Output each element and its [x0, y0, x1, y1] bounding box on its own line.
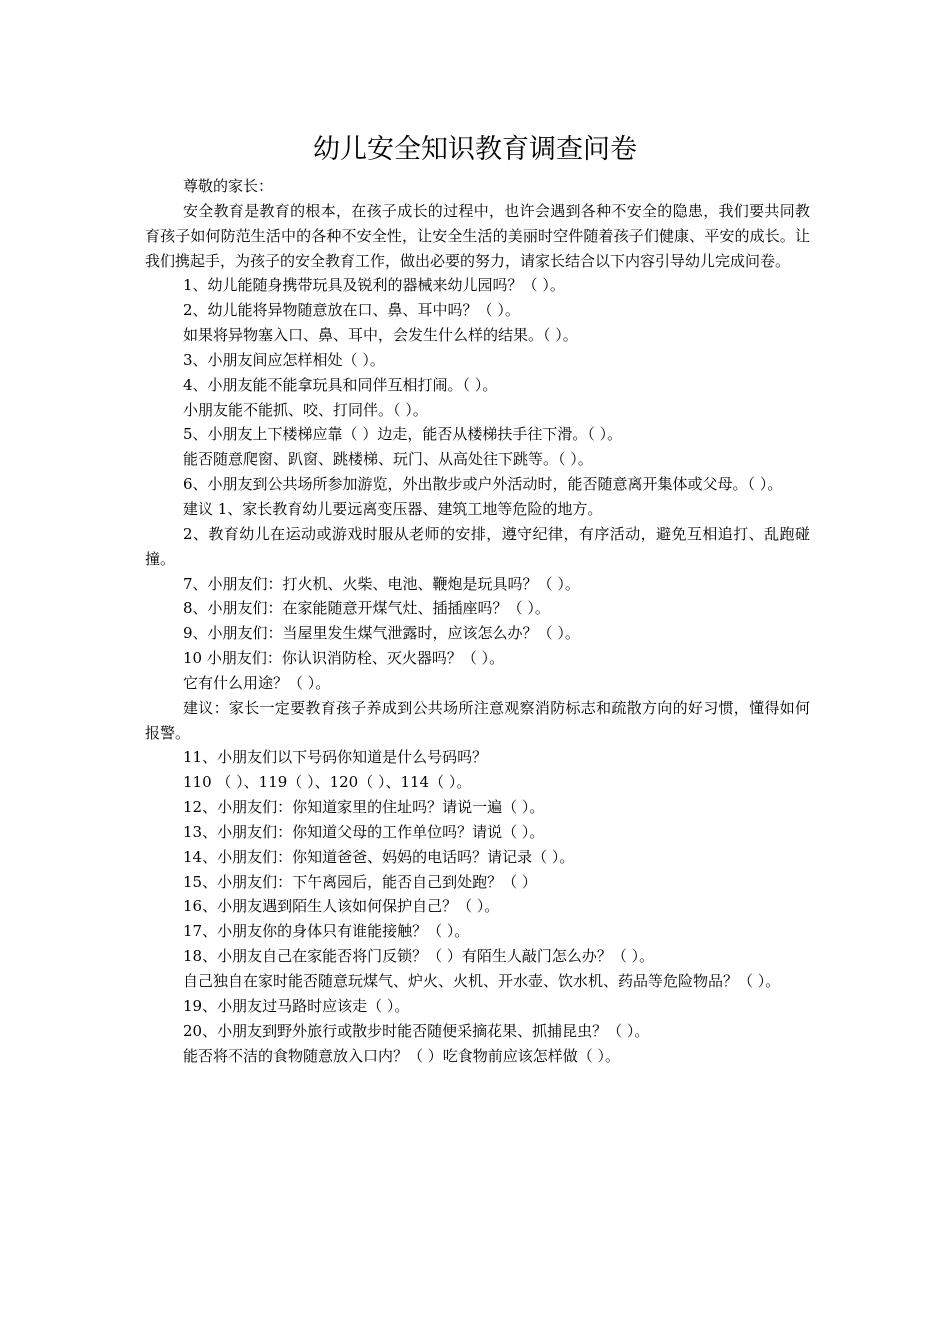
- question-line: 1、幼儿能随身携带玩具及锐利的器械来幼儿园吗？（ ）。: [183, 276, 565, 295]
- question-line: 3、小朋友间应怎样相处（ ）。: [183, 350, 385, 369]
- question-line: 8、小朋友们：在家能随意开煤气灶、插插座吗？（ ）。: [183, 599, 550, 618]
- question-line: 20、小朋友到野外旅行或散步时能否随便采摘花果、抓捕昆虫？（ ）。: [183, 1021, 650, 1040]
- question-line: 自己独自在家时能否随意玩煤气、炉火、火机、开水壶、饮水机、药品等危险物品？（ ）。: [183, 972, 781, 990]
- question-line: 能否将不洁的食物随意放入口内？（ ）吃食物前应该怎样做（ ）。: [183, 1046, 621, 1065]
- question-line: 12、小朋友们：你知道家里的住址吗？请说一遍（ ）。: [183, 798, 545, 817]
- question-line: 14、小朋友们：你知道爸爸、妈妈的电话吗？请记录（ ）。: [183, 847, 575, 866]
- question-line: 10 小朋友们：你认识消防栓、灭火器吗？（ ）。: [183, 649, 505, 668]
- question-line: 19、小朋友过马路时应该走（ ）。: [183, 996, 410, 1015]
- document-body: [145, 174, 810, 1068]
- question-line: 小朋友能不能抓、咬、打同伴。（ ）。: [183, 400, 428, 419]
- greeting: 尊敬的家长：: [183, 177, 274, 195]
- suggestion-2: 2、教育幼儿在运动或游戏时服从老师的安排，遵守纪律，有序活动，避免互相追打、乱跑碰撞。: [145, 524, 810, 568]
- intro-paragraph: 安全教育是教育的根本，在孩子成长的过程中，也许会遇到各种不安全的隐患，我们要共同教育孩子如何防范生活中的各种不安全性，让安全生活的美丽时空件随着孩子们健康、平安的成长。让我们携起手，为孩子的安全教育工作，做出必要的努力，请家长结合以下内容引导幼儿完成问卷。: [145, 201, 810, 270]
- question-line: 4、小朋友能不能拿玩具和同伴互相打闹。（ ）。: [183, 375, 498, 394]
- question-line: 2、幼儿能将异物随意放在口、鼻、耳中吗？（ ）。: [183, 301, 520, 320]
- suggestion-1: 建议 1、家长教育幼儿要远离变压器、建筑工地等危险的地方。: [183, 499, 603, 518]
- question-line: 16、小朋友遇到陌生人该如何保护自己？（ ）。: [183, 897, 500, 916]
- document-title: 幼儿安全知识教育调查问卷: [313, 134, 637, 165]
- question-line: 7、小朋友们：打火机、火柴、电池、鞭炮是玩具吗？（ ）。: [183, 574, 580, 593]
- question-line: 110 （ ）、119（ ）、120（ ）、114（ ）。: [183, 773, 472, 792]
- question-line: 13、小朋友们：你知道父母的工作单位吗？请说（ ）。: [183, 822, 545, 841]
- question-line: 如果将异物塞入口、鼻、耳中，会发生什么样的结果。（ ）。: [183, 326, 578, 345]
- question-line: 17、小朋友你的身体只有谁能接触？（ ）。: [183, 922, 470, 941]
- suggestion-3: 建议：家长一定要教育孩子养成到公共场所注意观察消防标志和疏散方向的好习惯，懂得如何报警。: [145, 698, 810, 742]
- question-line: 18、小朋友自己在家能否将门反锁？（ ）有陌生人敲门怎么办？（ ）。: [183, 947, 655, 966]
- question-line: 5、小朋友上下楼梯应靠（ ）边走，能否从楼梯扶手往下滑。（ ）。: [183, 425, 623, 444]
- question-line: 能否随意爬窗、趴窗、跳楼梯、玩门、从高处往下跳等。（ ）。: [183, 450, 593, 469]
- question-line: 11、小朋友们以下号码你知道是什么号码吗？: [183, 748, 488, 767]
- question-6: 6、小朋友到公共场所参加游览，外出散步或户外活动时，能否随意离开集体或父母。（ ）。: [183, 475, 783, 494]
- question-line: 15、小朋友们：下午离园后，能否自己到处跑？（ ）: [183, 872, 537, 891]
- question-line: 9、小朋友们：当屋里发生煤气泄露时，应该怎么办？（ ）。: [183, 624, 580, 643]
- question-line: 它有什么用途？（ ）。: [183, 673, 331, 692]
